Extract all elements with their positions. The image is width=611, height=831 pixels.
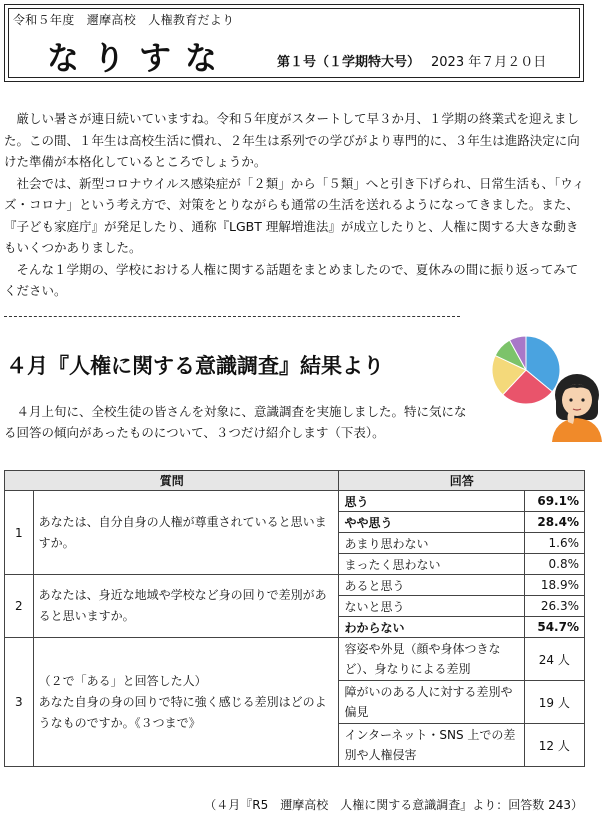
issue-date: 2023 年７月２０日 bbox=[431, 55, 547, 70]
answer-label: インターネット・SNS 上での差別や人権侵害 bbox=[339, 724, 524, 767]
question-text: あなた自身の身の回りで特に強く感じる差別はどのようなものですか。《３つまで》 bbox=[38, 694, 327, 730]
answer-label: あまり思わない bbox=[339, 533, 524, 554]
section-title: ４月『人権に関する意識調査』結果より bbox=[6, 354, 384, 378]
answer-label: あると思う bbox=[339, 575, 524, 596]
intro-text bbox=[4, 108, 588, 302]
question-text: あなたは、身近な地域や学校など身の回りで差別があると思いますか。 bbox=[33, 575, 339, 638]
intro-paragraph-3: そんな１学期の、学校における人権に関する話題をまとめましたので、夏休みの間に振り返ってみてください。 bbox=[4, 261, 579, 298]
answer-label: 障がいのある人に対する差別や偏見 bbox=[339, 681, 524, 724]
header-question: 質問 bbox=[5, 471, 339, 491]
question-text-block bbox=[33, 638, 339, 767]
question-precondition: （２で「ある」と回答した人） bbox=[38, 673, 207, 688]
answer-label: まったく思わない bbox=[339, 554, 524, 575]
answer-count: 12 人 bbox=[524, 724, 584, 767]
answer-label: やや思う bbox=[339, 512, 524, 533]
answer-value: 1.6% bbox=[524, 533, 584, 554]
survey-source-note: （４月『R5 邇摩高校 人権に関する意識調査』より：回答数 243） bbox=[204, 798, 583, 812]
answer-count: 24 人 bbox=[524, 638, 584, 681]
answer-value: 69.1% bbox=[524, 491, 584, 512]
table-row bbox=[5, 575, 585, 596]
table-header-row bbox=[5, 471, 585, 491]
answer-value: 0.8% bbox=[524, 554, 584, 575]
answer-value: 28.4% bbox=[524, 512, 584, 533]
dashed-divider bbox=[4, 316, 460, 317]
masthead bbox=[4, 4, 584, 82]
masthead-header: 令和５年度 邇摩高校 人権教育だより bbox=[13, 13, 235, 27]
newsletter-title: なりすな bbox=[47, 39, 232, 77]
question-number: 2 bbox=[5, 575, 34, 638]
answer-label: 容姿や外見（顔や身体つきなど）、身なりによる差別 bbox=[339, 638, 524, 681]
answer-label: ないと思う bbox=[339, 596, 524, 617]
intro-paragraph-1: 厳しい暑さが連日続いていますね。令和５年度がスタートして早３か月、１学期の終業式を迎えました。この間、１年生は高校生活に慣れ、２年生は系列での学びがより専門的に、３年生は進路決定に向けた準備が本格化しているところでしょうか。 bbox=[4, 111, 580, 169]
woman-figure-icon bbox=[552, 374, 602, 442]
thinking-woman-pie-icon bbox=[480, 332, 606, 442]
intro-paragraph-2: 社会では、新型コロナウイルス感染症が「２類」から「５類」へと引き下げられ、日常生活も、「ウィズ・コロナ」という考え方で、対策をとりながらも通常の生活を送れるようになってきました。また、『子ども家庭庁』が発足したり、通称『LGBT 理解増進法』が成立したりと、人権に関する大きな動きもいくつかありました。 bbox=[4, 175, 585, 255]
question-number: 1 bbox=[5, 491, 34, 575]
answer-label: 思う bbox=[339, 491, 524, 512]
answer-value: 26.3% bbox=[524, 596, 584, 617]
issue-number: 第１号（１学期特大号） bbox=[277, 55, 421, 70]
question-number: 3 bbox=[5, 638, 34, 767]
table-row bbox=[5, 638, 585, 681]
answer-value: 18.9% bbox=[524, 575, 584, 596]
answer-value: 54.7% bbox=[524, 617, 584, 638]
answer-count: 19 人 bbox=[524, 681, 584, 724]
question-text: あなたは、自分自身の人権が尊重されていると思いますか。 bbox=[33, 491, 339, 575]
header-answer: 回答 bbox=[339, 471, 585, 491]
survey-results-table bbox=[4, 470, 585, 767]
section-intro-paragraph: ４月上旬に、全校生徒の皆さんを対象に、意識調査を実施しました。特に気になる回答の傾向があったものについて、３つだけ紹介します（下表）。 bbox=[4, 404, 467, 440]
pie-chart-icon bbox=[492, 336, 560, 404]
answer-label: わからない bbox=[339, 617, 524, 638]
section-intro bbox=[4, 401, 474, 443]
table-row bbox=[5, 491, 585, 512]
